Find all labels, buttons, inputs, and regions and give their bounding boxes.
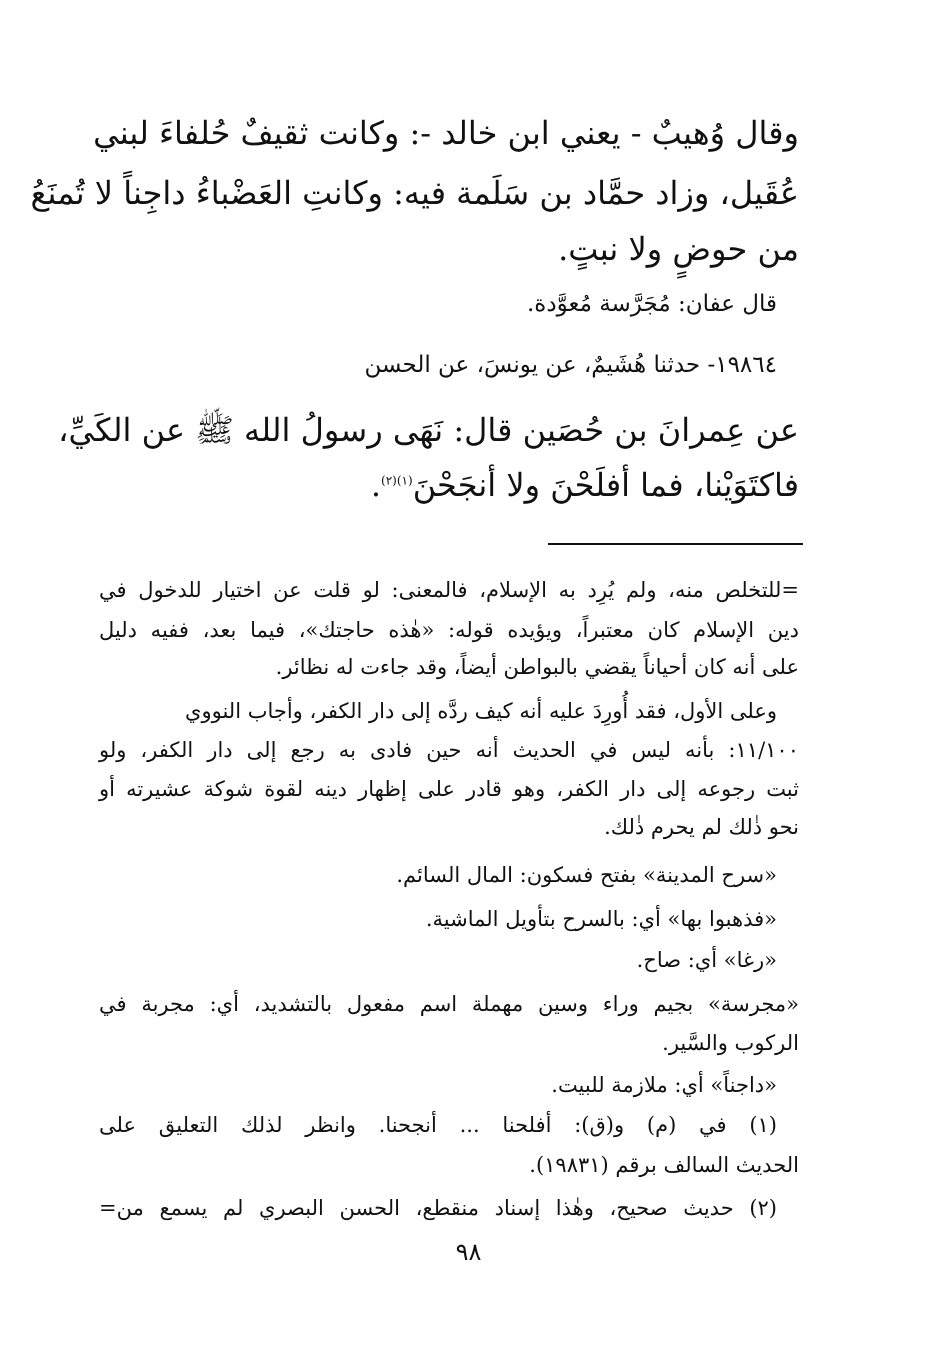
footnote-reference: (١)(٢) xyxy=(381,473,413,488)
footnote-line: «سرح المدينة» بفتح فسكون: المال السائم. xyxy=(396,863,777,887)
page-number: ٩٨ xyxy=(455,1238,482,1266)
main-text-line: قال عفان: مُجَرَّسة مُعوَّدة. xyxy=(526,291,777,317)
footnote-line: «داجناً» أي: ملازمة للبيت. xyxy=(551,1073,777,1097)
footnote-line: نحو ذٰلك لم يحرم ذٰلك. xyxy=(604,815,799,839)
footnote-line: «رغا» أي: صاح. xyxy=(636,948,777,972)
footnote-line: ثبت رجوعه إلى دار الكفر، وهو قادر على إظهار دينه لقوة شوكة عشيرته أو xyxy=(99,777,799,801)
footnote-line: «فذهبوا بها» أي: بالسرح بتأويل الماشية. xyxy=(425,907,777,931)
footnote-separator xyxy=(548,543,803,545)
hadith-text-fragment: فاكتَوَيْنا، فما أفلَحْنَ ولا أنجَحْنَ xyxy=(412,466,799,504)
footnote-line: الركوب والسَّير. xyxy=(662,1031,799,1055)
hadith-number-line: ١٩٨٦٤- حدثنا هُشَيمٌ، عن يونسَ، عن الحسن xyxy=(364,352,777,378)
footnote-line: الحديث السالف برقم (١٩٨٣١). xyxy=(529,1153,799,1177)
main-text-line: من حوضٍ ولا نبتٍ. xyxy=(558,230,799,268)
hadith-text-fragment: . xyxy=(370,466,382,504)
footnote-line: (٢) حديث صحيح، وهٰذا إسناد منقطع، الحسن البصري لم يسمع من= xyxy=(99,1196,777,1220)
footnote-line: ١١/١٠٠: بأنه ليس في الحديث أنه حين فادى به رجع إلى دار الكفر، ولو xyxy=(99,738,799,762)
footnote-line: =للتخلص منه، ولم يُرِد به الإسلام، فالمعنى: لو قلت عن اختيار للدخول في xyxy=(99,578,799,602)
footnote-line: وعلى الأول، فقد أُورِدَ عليه أنه كيف ردَّه إلى دار الكفر، وأجاب النووي xyxy=(185,699,777,723)
footnote-line: على أنه كان أحياناً يقضي بالبواطن أيضاً، وقد جاءت له نظائر. xyxy=(275,655,799,679)
main-text-line: وقال وُهيبٌ - يعني ابن خالد -: وكانت ثقيفٌ حُلفاءَ لبني xyxy=(93,114,799,152)
footnote-line: (١) في (م) و(ق): أفلحنا ... أنجحنا. وانظر لذلك التعليق على xyxy=(99,1113,777,1137)
footnote-line: دين الإسلام كان معتبراً، ويؤيده قوله: «هٰذه حاجتك»، فيما بعد، ففيه دليل xyxy=(99,618,799,642)
main-text-line: عُقَيل، وزاد حمَّاد بن سَلَمة فيه: وكانتِ العَضْباءُ داجِناً لا تُمنَعُ xyxy=(30,174,799,212)
footnote-line: «مجرسة» بجيم وراء وسين مهملة اسم مفعول بالتشديد، أي: مجربة في xyxy=(99,992,799,1016)
hadith-text-line xyxy=(99,455,799,515)
hadith-text-line: عن عِمرانَ بن حُصَين قال: نَهَى رسولُ الله ﷺ عن الكَيِّ، xyxy=(58,411,799,449)
